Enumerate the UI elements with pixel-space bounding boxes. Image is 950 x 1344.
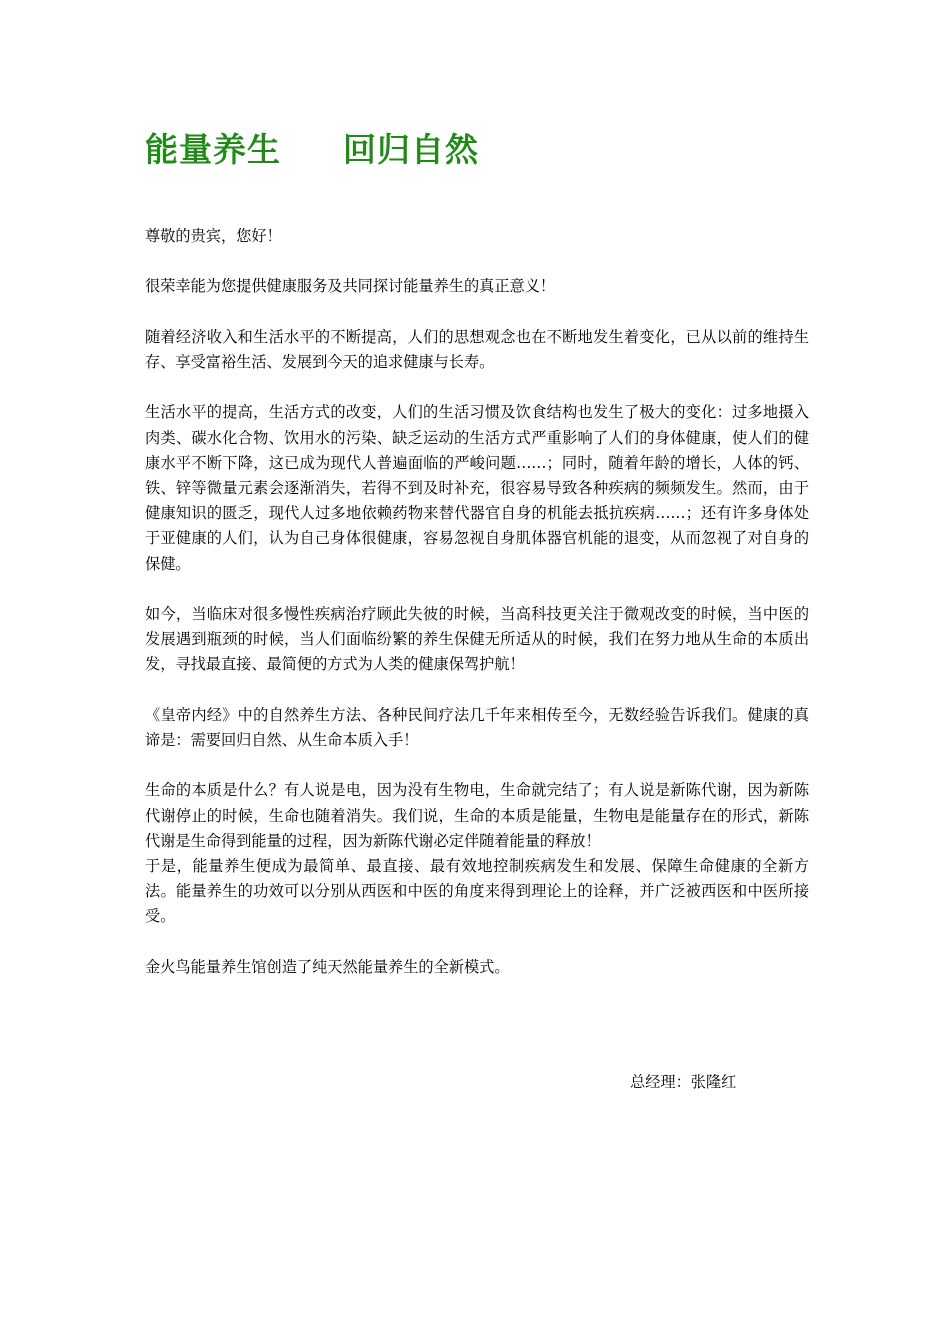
body-paragraph: 如今，当临床对很多慢性疾病治疗顾此失彼的时候，当高科技更关注于微观改变的时候，当中医的发展遇到瓶颈的时候，当人们面临纷繁的养生保健无所适从的时候，我们在努力地从生命的本质出发，寻找最直接、最简便的方式为人类的健康保驾护航！ bbox=[145, 604, 809, 674]
body-paragraph: 随着经济收入和生活水平的不断提高，人们的思想观念也在不断地发生着变化，已从以前的维持生存、享受富裕生活、发展到今天的追求健康与长寿。 bbox=[145, 327, 809, 371]
body-paragraph: 生命的本质是什么？有人说是电，因为没有生物电，生命就完结了；有人说是新陈代谢，因为新陈代谢停止的时候，生命也随着消失。我们说，生命的本质是能量，生物电是能量存在的形式，新陈代谢是生命得到能量的过程，因为新陈代谢必定伴随着能量的释放！ bbox=[145, 781, 809, 850]
body-paragraph: 生活水平的提高，生活方式的改变，人们的生活习惯及饮食结构也发生了极大的变化：过多地摄入肉类、碳水化合物、饮用水的污染、缺乏运动的生活方式严重影响了人们的身体健康，使人们的健康水平不断下降，这已成为现代人普遍面临的严峻问题……；同时，随着年龄的增长，人体的钙、铁、锌等微量元素会逐渐消失，若得不到及时补充，很容易导致各种疾病的频频发生。然而，由于健康知识的匮乏，现代人过多地依赖药物来替代器官自身的机能去抵抗疾病……；还有许多身体处于亚健康的人们，认为自己身体很健康，容易忽视自身肌体器官机能的退变，从而忽视了对自身的保健。 bbox=[145, 403, 809, 573]
body-paragraph: 于是，能量养生便成为最简单、最直接、最有效地控制疾病发生和发展、保障生命健康的全新方法。能量养生的功效可以分别从西医和中医的角度来得到理论上的诠释，并广泛被西医和中医所接受。 bbox=[145, 856, 809, 926]
title-part-2: 回归自然 bbox=[343, 130, 479, 169]
signature: 总经理：张隆红 bbox=[630, 1073, 737, 1091]
body-paragraph: 《皇帝内经》中的自然养生方法、各种民间疗法几千年来相传至今，无数经验告诉我们。健康的真谛是：需要回归自然、从生命本质入手！ bbox=[145, 705, 809, 749]
page-title bbox=[145, 128, 479, 172]
title-part-1: 能量养生 bbox=[145, 130, 281, 169]
greeting-paragraph: 尊敬的贵宾，您好！ bbox=[145, 227, 282, 245]
body-paragraph: 很荣幸能为您提供健康服务及共同探讨能量养生的真正意义！ bbox=[145, 277, 556, 296]
letter-body bbox=[145, 224, 809, 1005]
closing-paragraph: 金火鸟能量养生馆创造了纯天然能量养生的全新模式。 bbox=[145, 957, 510, 976]
